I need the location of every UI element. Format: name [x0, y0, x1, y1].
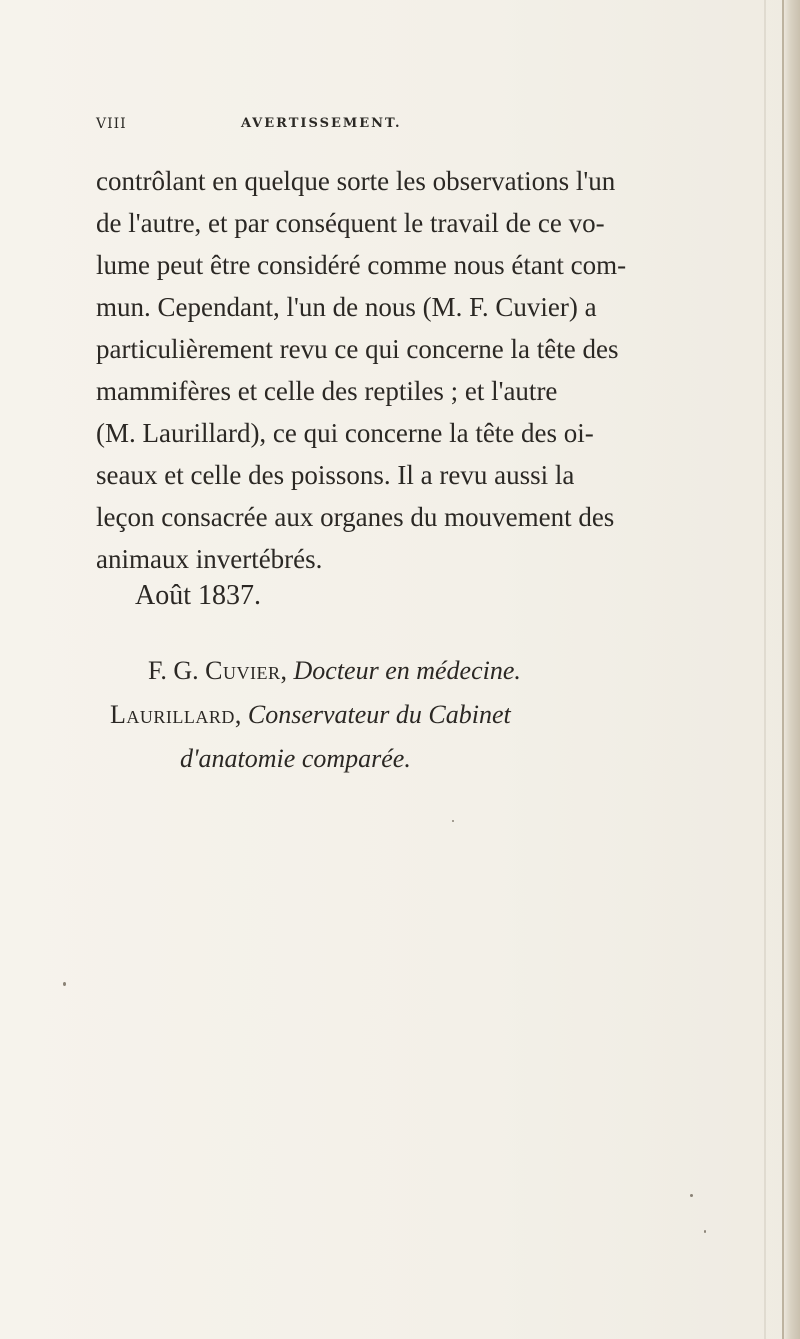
signature-laurillard	[110, 700, 511, 730]
text-line: animaux invertébrés.	[96, 544, 323, 574]
running-title: AVERTISSEMENT.	[241, 116, 402, 131]
paper-speck	[690, 1194, 693, 1197]
paper-speck	[452, 820, 454, 822]
text-line: mun. Cependant, l'un de nous (M. F. Cuvier) a	[96, 292, 597, 322]
signature-separator: ,	[280, 656, 294, 685]
text-line: leçon consacrée aux organes du mouvement des	[96, 502, 615, 532]
signature-title-line2: d'anatomie comparée.	[180, 744, 411, 773]
text-line: (M. Laurillard), ce qui concerne la tête des oi-	[96, 418, 594, 448]
running-head	[96, 116, 736, 140]
paper-speck	[63, 982, 66, 986]
signature-title-line1: Conservateur du Cabinet	[247, 700, 511, 729]
signature-name: Cuvier	[205, 656, 281, 685]
text-line: de l'autre, et par conséquent le travail de ce vo-	[96, 208, 605, 238]
text-line: particulièrement revu ce qui concerne la tête des	[96, 334, 619, 364]
body-paragraph	[96, 160, 776, 580]
text-line: contrôlant en quelque sorte les observations l'un	[96, 166, 616, 196]
signature-cuvier	[148, 656, 521, 686]
signature-separator: ,	[234, 700, 248, 729]
signature-title: Docteur en médecine.	[293, 656, 521, 685]
text-line: lume peut être considéré comme nous étant com-	[96, 250, 627, 280]
paper-speck	[704, 1230, 706, 1233]
page-number: VIII	[96, 116, 127, 132]
text-line: mammifères et celle des reptiles ; et l'autre	[96, 376, 558, 406]
date-line: Août 1837.	[135, 580, 261, 611]
page-edge	[782, 0, 800, 1339]
text-line: seaux et celle des poissons. Il a revu aussi la	[96, 460, 575, 490]
signature-name: Laurillard	[110, 700, 235, 729]
signature-initials: F. G.	[148, 656, 206, 685]
